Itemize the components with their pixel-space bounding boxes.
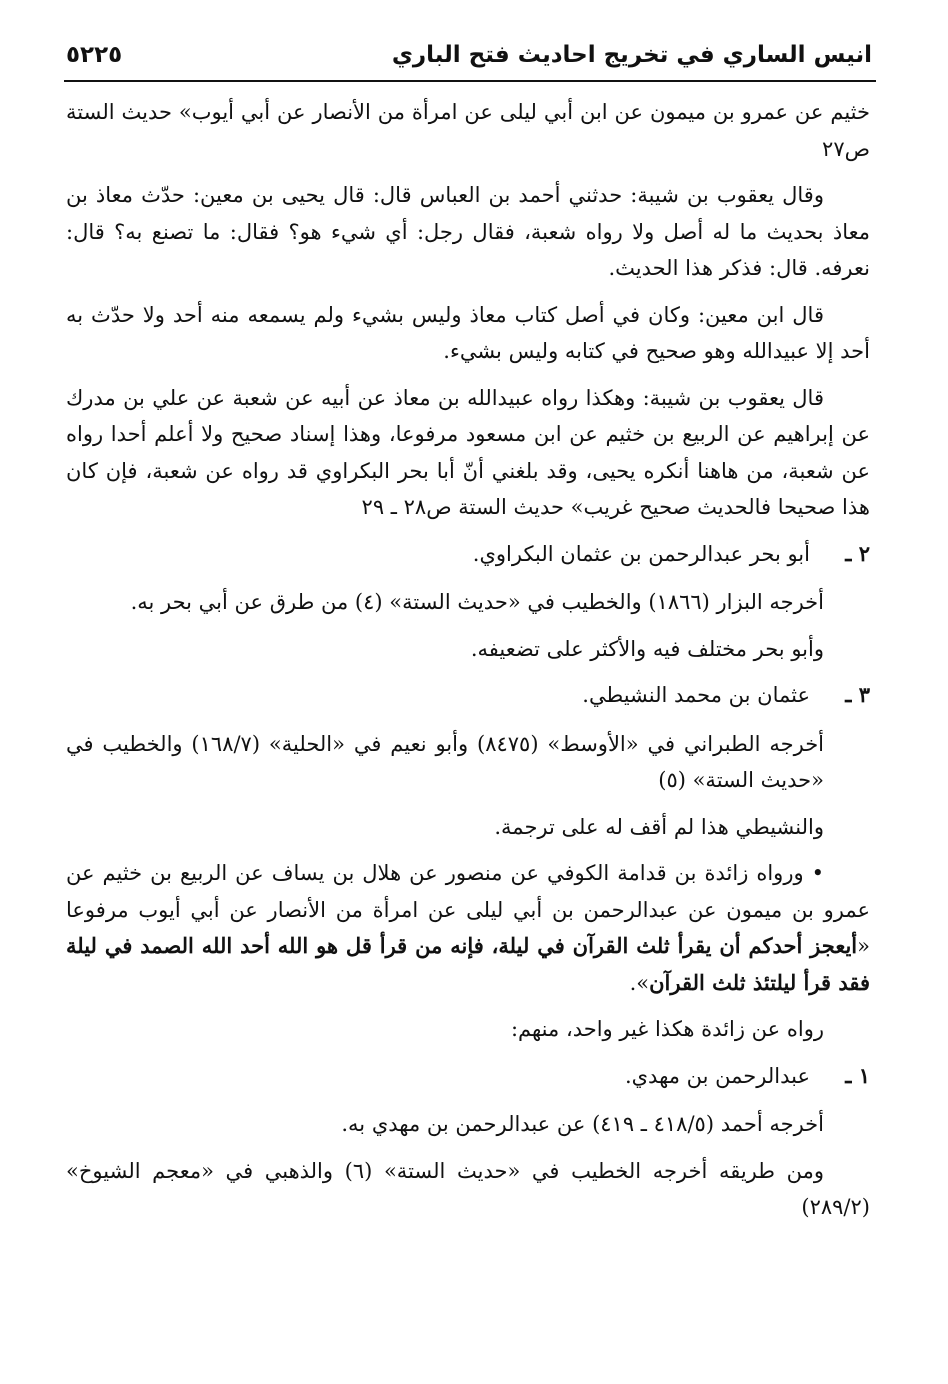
paragraph: والنشيطي هذا لم أقف له على ترجمة. [494,814,824,839]
running-head [66,38,872,72]
page-number: ٥٢٢٥ [66,42,123,68]
paragraph-text: • ورواه زائدة بن قدامة الكوفي عن منصور عن هلال بن يساف عن الربيع بن خثيم عن عمرو بن ميمون عن عبدالرحمن بن أبي ليلى عن امرأة من الأنصار عن أبي أيوب مرفوعا « [66,861,870,958]
paragraph-text-end: ». [629,970,650,995]
item-number: ٣ ـ [845,682,870,707]
paragraph: أخرجه البزار (١٨٦٦) والخطيب في «حديث الستة» (٤) من طرق عن أبي بحر به. [130,590,824,614]
page-body [66,94,870,1236]
paragraph: رواه عن زائدة هكذا غير واحد، منهم: [510,1017,824,1041]
paragraph: قال ابن معين: وكان في أصل كتاب معاذ وليس بشيء ولم يسمعه منه أحد ولا حدّث به أحد إلا عبيدالله وهو صحيح في كتابه وليس بشيء. [66,302,870,363]
item-text: عبدالرحمن بن مهدي. [624,1063,810,1088]
numbered-item [66,536,870,573]
paragraph: ومن طريقه أخرجه الخطيب في «حديث الستة» (٦) والذهبي في «معجم الشيوخ» (٢٨٩/٢) [66,1158,870,1219]
paragraph: وقال يعقوب بن شيبة: حدثني أحمد بن العباس قال: قال يحيى بن معين: حدّث معاذ بن معاذ بحديث ما له أصل ولا رواه شعبة، فقال رجل: أي شيء هو؟ فقال: ما تصنع به؟ قال: نعرفه. قال: فذكر هذا الحديث. [66,183,870,280]
paragraph [66,855,870,1001]
paragraph: أخرجه أحمد (٤١٨/٥ ـ ٤١٩) عن عبدالرحمن بن مهدي به. [341,1112,824,1136]
running-title: انيس الساري في تخريج احاديث فتح الباري [391,42,872,68]
hadith-text: أيعجز أحدكم أن يقرأ ثلث القرآن في ليلة، فإنه من قرأ قل هو الله أحد الله الصمد في ليلة فقد قرأ ليلتئذ ثلث القرآن [66,933,870,995]
paragraph: قال يعقوب بن شيبة: وهكذا رواه عبيدالله بن معاذ عن أبيه عن شعبة عن علي بن مدرك عن إبراهيم عن الربيع بن خثيم عن ابن مسعود مرفوعا، وهذا إسناد صحيح ولا أعلم أحدا رواه عن شعبة، من هاهنا أنكره يحيى، وقد بلغني أنّ أبا بحر البكراوي قد رواه عن شعبة، فإن كان هذا صحيحا فالحديث صحيح غريب» حديث الستة ص٢٨ ـ ٢٩ [66,385,870,519]
header-rule [64,80,876,82]
item-text: أبو بحر عبدالرحمن بن عثمان البكراوي. [472,541,810,566]
paragraph: أخرجه الطبراني في «الأوسط» (٨٤٧٥) وأبو نعيم في «الحلية» (١٦٨/٧) والخطيب في «حديث الستة» (٥) [66,731,825,792]
item-number: ١ ـ [845,1062,870,1088]
numbered-item [66,1058,870,1095]
paragraph: خثيم عن عمرو بن ميمون عن ابن أبي ليلى عن امرأة من الأنصار عن أبي أيوب» حديث الستة ص٢٧ [66,100,870,161]
numbered-item [66,677,870,714]
item-text: عثمان بن محمد النشيطي. [582,683,810,707]
paragraph: وأبو بحر مختلف فيه والأكثر على تضعيفه. [470,636,824,661]
item-number: ٢ ـ [845,540,870,566]
